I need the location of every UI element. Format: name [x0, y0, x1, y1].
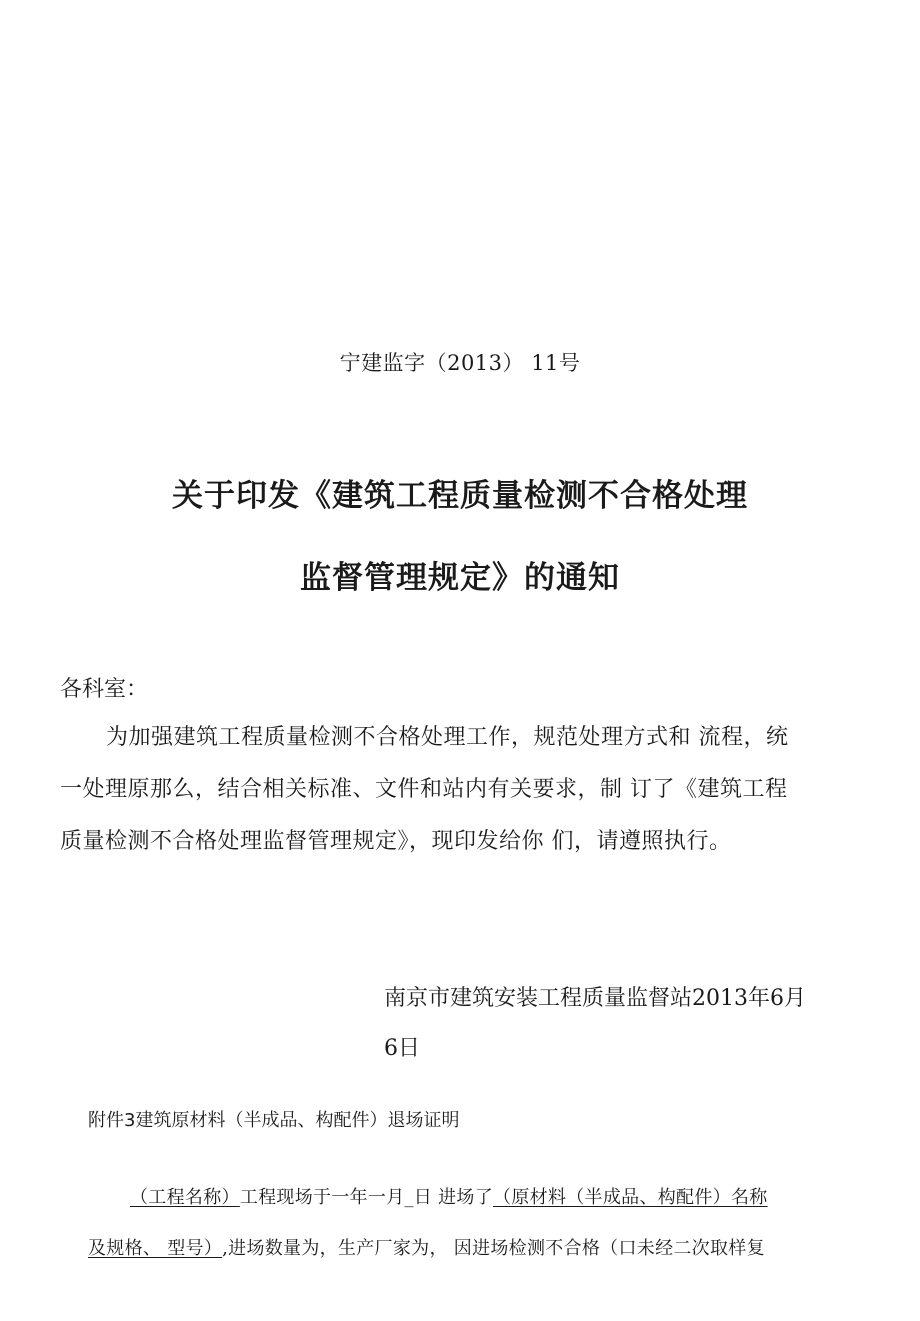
- attachment-form-line-1: [130, 1183, 768, 1209]
- blank-material-name: （原材料（半成品、构配件）名称: [493, 1187, 768, 1208]
- signature-date-day: 6日: [384, 1036, 420, 1061]
- signature-issuer-date: 南京市建筑安装工程质量监督站2013年6月: [384, 986, 806, 1011]
- document-number: 宁建监字（2013） 11号: [339, 351, 581, 375]
- blank-project-name: （工程名称）: [130, 1187, 240, 1208]
- body-paragraph-line-2: 一处理原那么，结合相关标准、文件和站内有关要求，制 订了《建筑工程: [60, 777, 788, 802]
- form-text: 工程现场于一年一月_日 进场了: [239, 1187, 494, 1208]
- document-title-line-2: 监督管理规定》的通知: [300, 560, 620, 596]
- attachment-title: 附件3建筑原材料（半成品、构配件）退场证明: [88, 1110, 460, 1131]
- attachment-form-line-2: [88, 1234, 765, 1260]
- body-paragraph-line-1: 为加强建筑工程质量检测不合格处理工作，规范处理方式和 流程，统: [106, 725, 789, 750]
- form-text: ,进场数量为，生产厂家为， 因进场检测不合格（口未经二次取样复: [222, 1238, 765, 1259]
- blank-spec-model: 及规格、 型号）: [88, 1238, 223, 1259]
- salutation: 各科室：: [60, 677, 149, 702]
- document-title-line-1: 关于印发《建筑工程质量检测不合格处理: [172, 478, 748, 514]
- body-paragraph-line-3: 质量检测不合格处理监督管理规定》，现印发给你 们，请遵照执行。: [60, 829, 732, 854]
